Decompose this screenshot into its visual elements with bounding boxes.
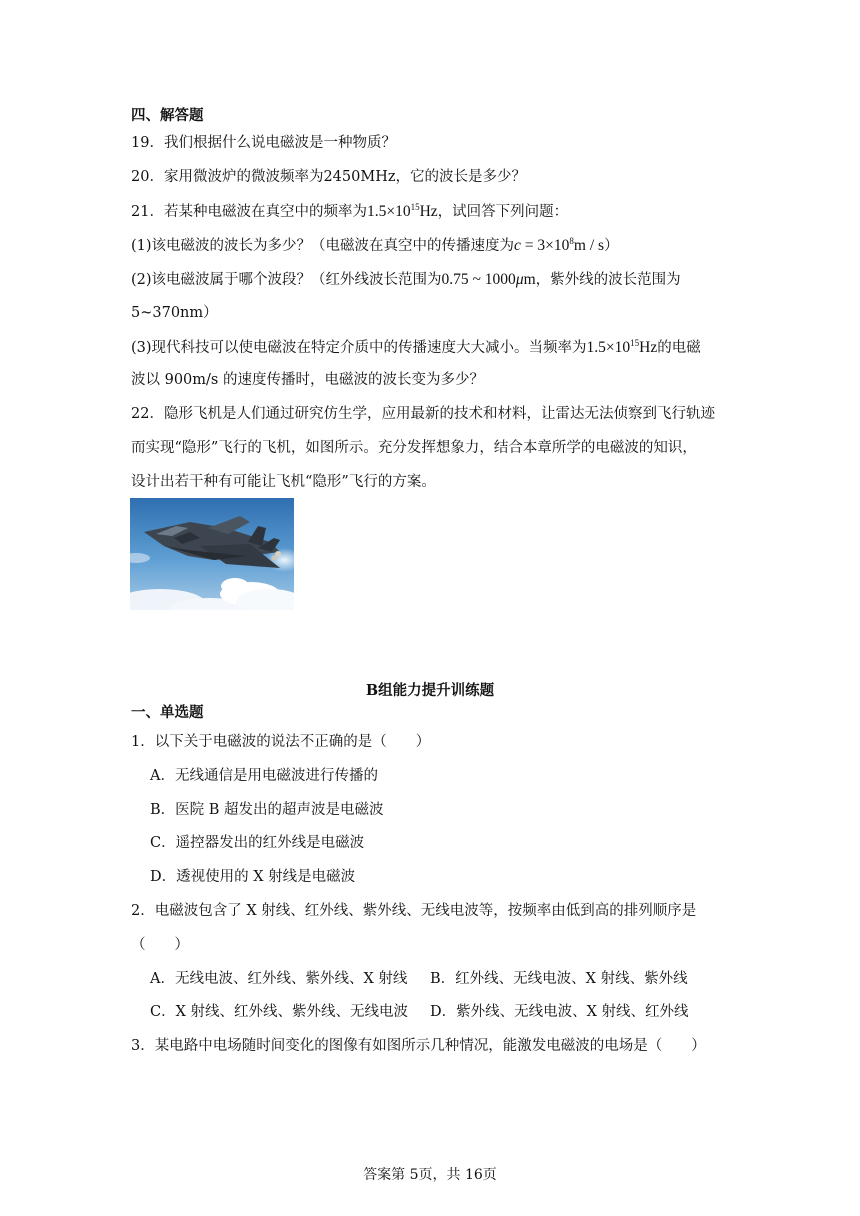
question-22-line-2: 而实现“隐形”飞行的飞机，如图所示。充分发挥想象力，结合本章所学的电磁波的知识， (131, 440, 697, 456)
question-22-line-1: 22．隐形飞机是人们通过研究仿生学，应用最新的技术和材料，让雷达无法侦察到飞行轨迹 (131, 406, 715, 422)
question-20: 20．家用微波炉的微波频率为2450MHz，它的波长是多少？ (131, 169, 526, 185)
question-1-option-c: C．遥控器发出的红外线是电磁波 (150, 835, 365, 851)
group-b-title: B组能力提升训练题 (365, 682, 495, 699)
question-21-part-3-cont: 波以 900m/s 的速度传播时，电磁波的波长变为多少？ (131, 372, 484, 388)
question-1: 1．以下关于电磁波的说法不正确的是（ ） (131, 734, 431, 750)
question-21-text-a: 21．若某种电磁波在真空中的频率为 (131, 204, 367, 220)
stealth-aircraft-photo (130, 498, 294, 610)
infrared-range: 0.75 ~ 1000μm (441, 271, 536, 288)
question-2-line-2: （ ） (131, 937, 189, 953)
speed-of-light-formula: $c = 3\times 10^8m / s$ (514, 236, 605, 254)
question-2-line-1: 2．电磁波包含了 X 射线、红外线、紫外线、无线电波等，按频率由低到高的排列顺序是 (131, 903, 697, 919)
question-21-part-2: (2)该电磁波属于哪个波段？（红外线波长范围为0.75 ~ 1000μm，紫外线的波长范围为 (131, 271, 681, 288)
question-21-part-3: (3)现代科技可以使电磁波在特定介质中的传播速度大大减小。当频率为$1.5\times 10^{15}Hz$的电磁 (131, 338, 701, 356)
question-2-option-d: D．紫外线、无线电波、X 射线、红外线 (430, 1004, 689, 1020)
question-2-option-a: A．无线电波、红外线、紫外线、X 射线 (150, 971, 408, 987)
question-21-part-2-cont: 5~370nm） (131, 305, 218, 321)
question-2-option-c: C．X 射线、红外线、紫外线、无线电波 (150, 1004, 409, 1020)
question-1-option-d: D．透视使用的 X 射线是电磁波 (150, 869, 356, 885)
question-1-option-a: A．无线通信是用电磁波进行传播的 (150, 768, 378, 784)
question-22-line-3: 设计出若干种有可能让飞机“隐形”飞行的方案。 (131, 474, 436, 490)
question-21-part-3-frequency: $1.5\times 10^{15}Hz$ (586, 338, 658, 356)
question-21 (131, 202, 568, 222)
question-2-option-b: B．红外线、无线电波、X 射线、紫外线 (430, 971, 688, 987)
question-21-part-1: (1)该电磁波的波长为多少？（电磁波在真空中的传播速度为$c = 3\times 10^8m / s$） (131, 236, 619, 254)
question-21-text-b: ，试回答下列问题： (437, 204, 569, 220)
question-1-option-b: B．医院 B 超发出的超声波是电磁波 (150, 802, 384, 818)
question-21-frequency: $1.5\times 10^{15}Hz$ (366, 202, 438, 220)
question-3: 3．某电路中电场随时间变化的图像有如图所示几种情况，能激发电磁波的电场是（ ） (131, 1038, 706, 1054)
section-heading-single-choice: 一、单选题 (131, 704, 204, 721)
page-footer: 答案第 5页，共 16页 (363, 1167, 497, 1183)
section-heading-answer: 四、解答题 (131, 107, 204, 124)
question-19: 19．我们根据什么说电磁波是一种物质？ (131, 135, 396, 151)
